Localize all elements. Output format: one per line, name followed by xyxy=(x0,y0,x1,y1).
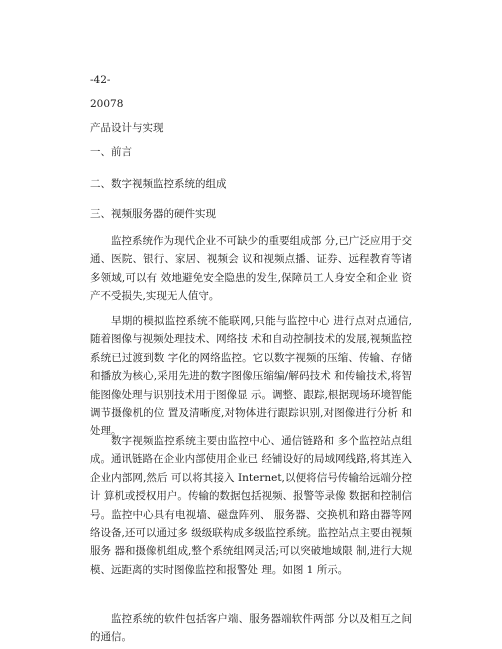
document-code: 20078 xyxy=(90,98,124,110)
section-heading-hardware: 三、视频服务器的硬件实现 xyxy=(90,208,216,220)
section-heading-system-composition: 二、数字视频监控系统的组成 xyxy=(90,178,227,190)
category-heading: 产品设计与实现 xyxy=(90,122,164,134)
paragraph-software: 监控系统的软件包括客户端、服务器端软件两部 分以及相互之间的通信。 xyxy=(90,613,412,644)
paragraph-intro: 监控系统作为现代企业不可缺少的重要组成部 分,已广泛应用于交通、医院、银行、家居、视频会 议和视频点播、证券、远程教育等诸多领域,可以有 效地避免安全隐患的发生,保障员工人身安全和企业 资产不受损失,实现无人值守。 xyxy=(90,235,412,303)
page-number: -42- xyxy=(90,74,111,86)
paragraph-system-structure: 数字视频监控系统主要由监控中心、通信链路和 多个监控站点组成。通讯链路在企业内部使用企业已 经铺设好的局域网线路,将其连入企业内部网,然后 可以将其接入 Internet,以便将信号传输给远端分控计 算机或授权用户。传输的数据包括视频、报警等录像 数据和控制信号。监控中心具有电视墙、磁盘阵列、 服务器、交换机和路由器等网络设备,还可以通过多 级级联构成多级监控系统。监控站点主要由视频服务 器和摄像机组成,整个系统组网灵活;可以突破地域限 制,进行大规模、远距离的实时图像监控和报警处 理。如图 1 所示。 xyxy=(90,435,412,576)
paragraph-analog-to-digital: 早期的模拟监控系统不能联网,只能与监控中心 进行点对点通信,随着图像与视频处理技术、网络技 术和自动控制技术的发展,视频监控系统已过渡到数 字化的网络监控。它以数字视频的压缩、传输、存储 和播放为核心,采用先进的数字图像压缩编/解码技术 和传输技术,将智能图像处理与识别技术用于图像显 示。调整、跟踪,根据现场环境智能调节摄像机的位 置及清晰度,对物体进行跟踪识别,对图像进行分析 和处理。 xyxy=(90,315,412,438)
section-heading-preface: 一、前言 xyxy=(90,146,132,158)
